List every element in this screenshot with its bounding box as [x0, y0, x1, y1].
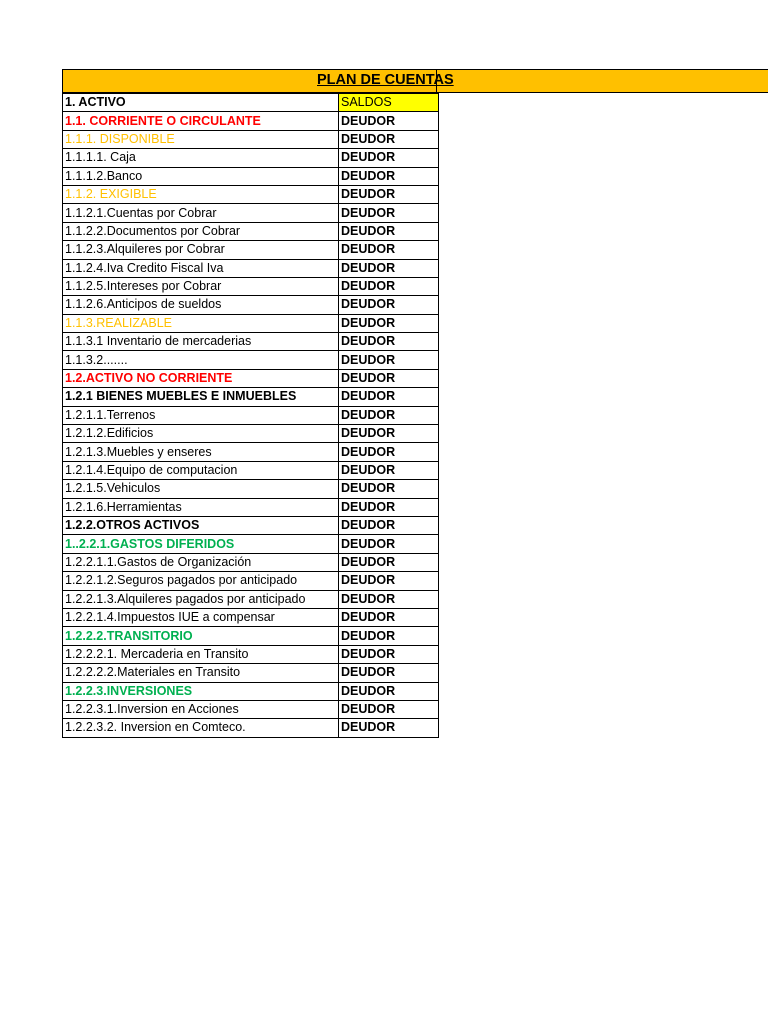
balance-cell[interactable]: DEUDOR [339, 406, 439, 424]
balance-cell[interactable]: DEUDOR [339, 333, 439, 351]
table-row [63, 388, 439, 406]
account-cell[interactable]: 1.1.1.2.Banco [63, 167, 339, 185]
account-cell[interactable]: 1..2.2.1.GASTOS DIFERIDOS [63, 535, 339, 553]
account-cell[interactable]: 1.2.2.1.3.Alquileres pagados por anticipado [63, 590, 339, 608]
account-cell[interactable]: 1.2.2.3.1.Inversion en Acciones [63, 700, 339, 718]
balance-cell[interactable]: DEUDOR [339, 700, 439, 718]
table-row [63, 406, 439, 424]
account-cell[interactable]: 1.1.2.2.Documentos por Cobrar [63, 222, 339, 240]
account-cell[interactable]: 1.2.2.1.2.Seguros pagados por anticipado [63, 572, 339, 590]
balance-cell[interactable]: DEUDOR [339, 572, 439, 590]
account-cell[interactable]: 1.2.2.3.INVERSIONES [63, 682, 339, 700]
table-row [63, 351, 439, 369]
balance-cell[interactable]: DEUDOR [339, 664, 439, 682]
account-cell[interactable]: 1.1.1. DISPONIBLE [63, 130, 339, 148]
table-row [63, 185, 439, 203]
sheet-title: PLAN DE CUENTAS [317, 72, 454, 88]
table-row [63, 425, 439, 443]
balance-cell[interactable]: DEUDOR [339, 627, 439, 645]
account-cell[interactable]: 1.1.2. EXIGIBLE [63, 185, 339, 203]
account-cell[interactable]: 1.2.1.5.Vehiculos [63, 480, 339, 498]
balance-cell[interactable]: DEUDOR [339, 553, 439, 571]
account-cell[interactable]: 1.1.3.1 Inventario de mercaderias [63, 333, 339, 351]
table-row [63, 296, 439, 314]
table-row [63, 149, 439, 167]
table-row [63, 645, 439, 663]
balance-cell[interactable]: DEUDOR [339, 204, 439, 222]
balance-cell[interactable]: DEUDOR [339, 608, 439, 626]
account-cell[interactable]: 1.2.ACTIVO NO CORRIENTE [63, 369, 339, 387]
account-cell[interactable]: 1.1.2.4.Iva Credito Fiscal Iva [63, 259, 339, 277]
accounts-table [62, 93, 439, 738]
balance-cell[interactable]: DEUDOR [339, 498, 439, 516]
balance-cell[interactable]: DEUDOR [339, 425, 439, 443]
balance-cell[interactable]: DEUDOR [339, 590, 439, 608]
account-cell[interactable]: 1.2.2.2.TRANSITORIO [63, 627, 339, 645]
table-row [63, 700, 439, 718]
account-cell[interactable]: 1.2.2.3.2. Inversion en Comteco. [63, 719, 339, 737]
account-cell[interactable]: 1.1.2.3.Alquileres por Cobrar [63, 241, 339, 259]
account-cell[interactable]: 1.1.2.5.Intereses por Cobrar [63, 277, 339, 295]
account-cell[interactable]: 1.2.1.4.Equipo de computacion [63, 461, 339, 479]
balance-cell[interactable]: DEUDOR [339, 480, 439, 498]
account-cell[interactable]: 1.2.1.1.Terrenos [63, 406, 339, 424]
balance-cell[interactable]: DEUDOR [339, 259, 439, 277]
account-cell[interactable]: 1.1.2.6.Anticipos de sueldos [63, 296, 339, 314]
account-cell[interactable]: 1.2.1.6.Herramientas [63, 498, 339, 516]
balance-cell[interactable]: DEUDOR [339, 535, 439, 553]
balance-cell[interactable]: DEUDOR [339, 351, 439, 369]
table-row [63, 369, 439, 387]
table-row [63, 480, 439, 498]
saldos-header-cell[interactable]: SALDOS [339, 94, 439, 112]
table-row [63, 443, 439, 461]
table-row [63, 719, 439, 737]
account-cell[interactable]: 1.1.1.1. Caja [63, 149, 339, 167]
account-cell[interactable]: 1.2.2.1.1.Gastos de Organización [63, 553, 339, 571]
account-cell[interactable]: 1.1.3.REALIZABLE [63, 314, 339, 332]
balance-cell[interactable]: DEUDOR [339, 461, 439, 479]
table-row [63, 682, 439, 700]
table-row [63, 498, 439, 516]
balance-cell[interactable]: DEUDOR [339, 369, 439, 387]
account-cell[interactable]: 1.2.2.1.4.Impuestos IUE a compensar [63, 608, 339, 626]
balance-cell[interactable]: DEUDOR [339, 185, 439, 203]
account-cell[interactable]: 1.2.1.2.Edificios [63, 425, 339, 443]
table-row [63, 608, 439, 626]
accounts-table-body [63, 94, 439, 738]
account-cell[interactable]: 1.2.2.OTROS ACTIVOS [63, 516, 339, 534]
balance-cell[interactable]: DEUDOR [339, 645, 439, 663]
table-row [63, 553, 439, 571]
table-row [63, 259, 439, 277]
account-cell[interactable]: 1.1. CORRIENTE O CIRCULANTE [63, 112, 339, 130]
table-row [63, 314, 439, 332]
account-cell[interactable]: 1.2.1.3.Muebles y enseres [63, 443, 339, 461]
balance-cell[interactable]: DEUDOR [339, 682, 439, 700]
balance-cell[interactable]: DEUDOR [339, 149, 439, 167]
account-cell[interactable]: 1.1.3.2....... [63, 351, 339, 369]
table-row [63, 241, 439, 259]
table-row [63, 112, 439, 130]
balance-cell[interactable]: DEUDOR [339, 719, 439, 737]
account-cell[interactable]: 1.2.2.2.1. Mercaderia en Transito [63, 645, 339, 663]
balance-cell[interactable]: DEUDOR [339, 222, 439, 240]
balance-cell[interactable]: DEUDOR [339, 241, 439, 259]
balance-cell[interactable]: DEUDOR [339, 112, 439, 130]
balance-cell[interactable]: DEUDOR [339, 167, 439, 185]
table-row [63, 167, 439, 185]
balance-cell[interactable]: DEUDOR [339, 314, 439, 332]
table-row [63, 222, 439, 240]
table-row [63, 333, 439, 351]
table-row [63, 461, 439, 479]
balance-cell[interactable]: DEUDOR [339, 277, 439, 295]
balance-cell[interactable]: DEUDOR [339, 388, 439, 406]
table-row [63, 204, 439, 222]
table-row [63, 130, 439, 148]
table-row [63, 664, 439, 682]
table-row [63, 94, 439, 112]
balance-cell[interactable]: DEUDOR [339, 443, 439, 461]
balance-cell[interactable]: DEUDOR [339, 296, 439, 314]
balance-cell[interactable]: DEUDOR [339, 130, 439, 148]
title-cell[interactable] [62, 69, 454, 93]
account-cell[interactable]: 1. ACTIVO [63, 94, 339, 112]
table-row [63, 590, 439, 608]
table-row [63, 627, 439, 645]
table-row [63, 535, 439, 553]
table-row [63, 572, 439, 590]
account-cell[interactable]: 1.2.1 BIENES MUEBLES E INMUEBLES [63, 388, 339, 406]
table-row [63, 516, 439, 534]
balance-cell[interactable]: DEUDOR [339, 516, 439, 534]
table-row [63, 277, 439, 295]
account-cell[interactable]: 1.2.2.2.2.Materiales en Transito [63, 664, 339, 682]
account-cell[interactable]: 1.1.2.1.Cuentas por Cobrar [63, 204, 339, 222]
